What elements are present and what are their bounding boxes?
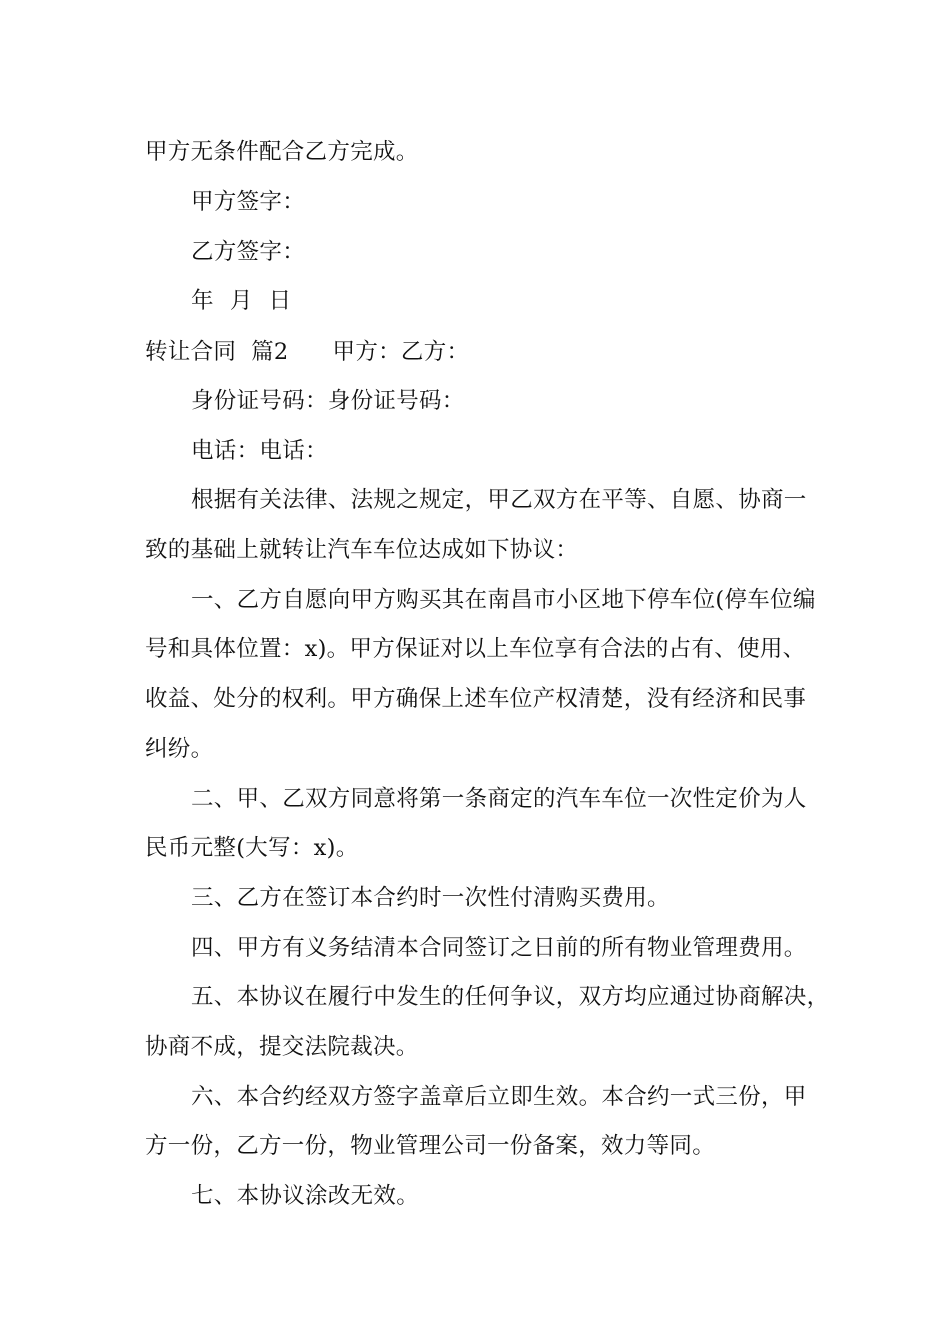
text-line: 甲方无条件配合乙方完成。 bbox=[145, 139, 419, 165]
clause-4-line: 四、甲方有义务结清本合同签订之日前的所有物业管理费用。 bbox=[191, 935, 807, 961]
clause-5-line: 五、本协议在履行中发生的任何争议，双方均应通过协商解决， bbox=[191, 984, 830, 1010]
text-line: 协商不成，提交法院裁决。 bbox=[145, 1034, 419, 1060]
text-line: 收益、处分的权利。甲方确保上述车位产权清楚，没有经济和民事 bbox=[145, 686, 807, 712]
contract-heading-line bbox=[145, 337, 845, 367]
text-line: 民币元整(大写：x)。 bbox=[145, 835, 359, 861]
clause-3-line: 三、乙方在签订本合约时一次性付清购买费用。 bbox=[191, 885, 670, 911]
text-line: 致的基础上就转让汽车车位达成如下协议： bbox=[145, 537, 579, 563]
text-line: 号和具体位置：x)。甲方保证对以上车位享有合法的占有、使用、 bbox=[145, 636, 806, 662]
date-year-label: 年 bbox=[191, 288, 214, 314]
text-line: 根据有关法律、法规之规定，甲乙双方在平等、自愿、协商一 bbox=[191, 487, 807, 513]
party-a-signature-label: 甲方签字： bbox=[191, 189, 306, 215]
contract-section-title: 转让合同 篇2 bbox=[145, 339, 289, 365]
phone-line: 电话：电话： bbox=[191, 438, 328, 464]
parties-line: 甲方：乙方： bbox=[332, 339, 470, 365]
clause-2-line: 二、甲、乙双方同意将第一条商定的汽车车位一次性定价为人 bbox=[191, 786, 807, 812]
id-number-line: 身份证号码：身份证号码： bbox=[191, 388, 465, 414]
text-line: 方一份，乙方一份，物业管理公司一份备案，效力等同。 bbox=[145, 1133, 716, 1159]
date-day-label: 日 bbox=[268, 288, 292, 314]
clause-1-line: 一、乙方自愿向甲方购买其在南昌市小区地下停车位(停车位编 bbox=[191, 587, 816, 613]
text-line: 纠纷。 bbox=[145, 736, 214, 762]
clause-6-line: 六、本合约经双方签字盖章后立即生效。本合约一式三份，甲 bbox=[191, 1084, 807, 1110]
clause-7-line: 七、本协议涂改无效。 bbox=[191, 1183, 420, 1209]
party-b-signature-label: 乙方签字： bbox=[191, 239, 306, 265]
date-line bbox=[191, 286, 891, 316]
date-month-label: 月 bbox=[229, 288, 253, 314]
